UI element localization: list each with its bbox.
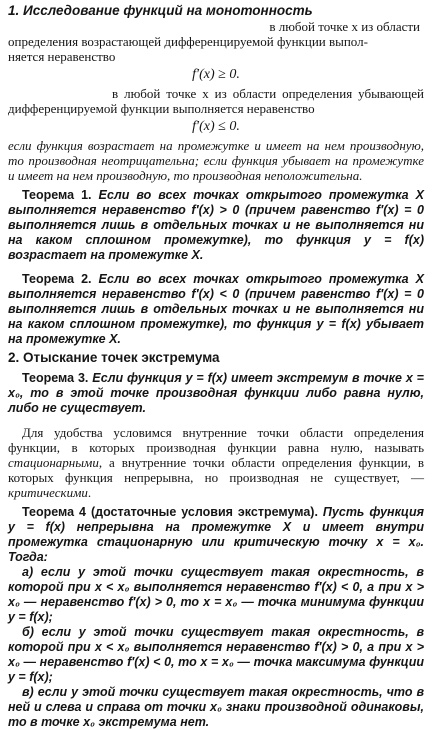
theorem-3-body: Если функция y = f(x) имеет экстремум в точке x = x₀, то в этой точке производная функции либо равна нулю, либо не существует. <box>8 371 424 415</box>
section-2-heading: 2. Отыскание точек экстремума <box>8 350 220 365</box>
term-stationary: стационарными <box>8 455 99 470</box>
case-b: б) если у этой точки существует такая окрестность, в которой при x < x₀ выполняется неравенство f′(x) > 0, а при x > x₀ — неравенство f′(x) < 0, то x = x₀ — точка максимума функции y = f(x); <box>8 625 424 684</box>
theorem-1-body: Если во всех точках открытого промежутка X выполняется неравенство f′(x) > 0 (причем равенство f′(x) = 0 выполняется лишь в отдельных точках и не выполняется ни на каком сплошном промежутке), то функция y = f(x) возрастает на промежутке X. <box>8 188 424 262</box>
theorem-2-title: Теорема 2. <box>22 272 92 286</box>
theorem-2-body: Если во всех точках открытого промежутка X выполняется неравенство f′(x) < 0 (причем равенство f′(x) = 0 выполняется лишь в отдельных точках и не выполняется ни на каком сплошном промежутке), то функция y = f(x) убывает на промежутке X. <box>8 272 424 346</box>
line-d: в любой точке x из области определения убывающей дифференцируемой функции выполняется неравенство <box>8 86 424 116</box>
theorem-4-title: Теорема 4 (достаточные условия экстремума). <box>22 505 318 519</box>
theorem-4-intro: Пусть функция y = f(x) непрерывна на промежутке X и имеет внутри промежутка стационарную или критическую точку x = x₀. Тогда: <box>8 505 424 564</box>
para-part-3: . <box>87 485 92 500</box>
section-1-heading: 1. Исследование функций на монотонность <box>8 3 313 18</box>
theorem-4 <box>8 505 424 565</box>
term-critical: критическими <box>8 485 88 500</box>
theorem-3-title: Теорема 3. <box>22 371 89 385</box>
formula-2: f′(x) ≤ 0. <box>192 119 240 134</box>
formula-1: f′(x) ≥ 0. <box>192 67 240 82</box>
para-part-1: Для удобства условимся внутренние точки области определения функции, в которых производная функции равна нулю, называть <box>8 425 424 455</box>
theorem-1-title: Теорема 1. <box>22 188 92 202</box>
line-a: в любой точке x из области <box>269 19 420 34</box>
theorem-3 <box>8 371 424 416</box>
theorem-2 <box>8 272 424 347</box>
theorem-1 <box>8 188 424 263</box>
line-b: определения возрастающей дифференцируемой функции выпол- <box>8 34 368 49</box>
para-part-2: , а внутренние точки области определения функции, в которых функция непрерывна, но производная не существует, — <box>8 455 424 485</box>
case-a: а) если у этой точки существует такая окрестность, в которой при x < x₀ выполняется неравенство f′(x) < 0, а при x > x₀ — неравенство f′(x) > 0, то x = x₀ — точка минимума функции y = f(x); <box>8 565 424 624</box>
definition-paragraph <box>8 425 424 500</box>
case-c: в) если у этой точки существует такая окрестность, что в ней и слева и справа от точки x₀ знаки производной одинаковы, то в точке x₀ экстремума нет. <box>8 685 424 729</box>
monotonic-note: если функция возрастает на промежутке и имеет на нем производную, то производная неотрицательна; если функция убывает на промежутке и имеет на нем производную, то производная неположительна. <box>8 138 424 183</box>
line-c: няется неравенство <box>8 49 116 64</box>
